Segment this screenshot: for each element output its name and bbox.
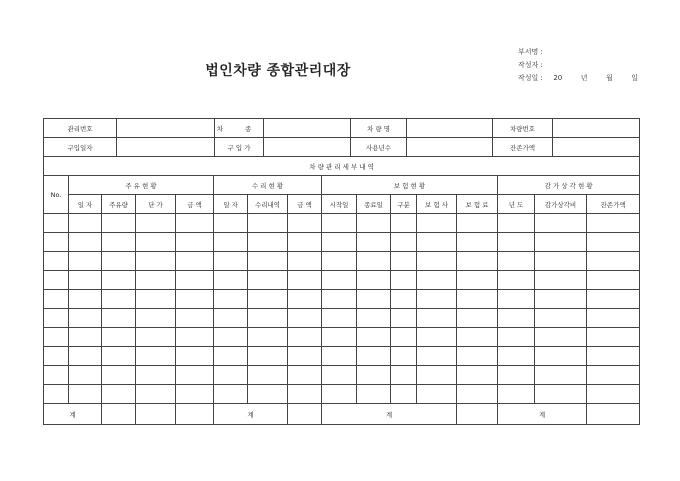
table-cell[interactable] (587, 309, 640, 328)
table-cell[interactable] (102, 347, 136, 366)
table-cell[interactable] (322, 328, 357, 347)
table-cell[interactable] (322, 252, 357, 271)
management-detail-table (43, 156, 640, 425)
table-cell[interactable] (102, 214, 136, 233)
table-cell[interactable] (417, 290, 457, 309)
table-cell[interactable] (357, 271, 391, 290)
depreciation-group-header: 감 가 상 각 현 황 (498, 176, 640, 195)
col-end-date: 종료일 (357, 195, 391, 214)
table-cell[interactable] (322, 366, 357, 385)
table-cell[interactable] (176, 328, 214, 347)
table-cell[interactable] (498, 347, 535, 366)
col-repair-detail: 수리내역 (248, 195, 288, 214)
table-cell[interactable] (69, 347, 102, 366)
table-cell[interactable] (535, 271, 587, 290)
table-cell[interactable] (417, 309, 457, 328)
table-cell[interactable] (457, 290, 498, 309)
author-row (518, 59, 638, 72)
table-cell[interactable] (391, 271, 417, 290)
table-cell[interactable] (214, 252, 248, 271)
table-cell[interactable] (44, 271, 69, 290)
table-cell[interactable] (288, 347, 322, 366)
table-row (44, 214, 640, 233)
date-year-unit: 년 (580, 74, 588, 82)
table-cell[interactable] (69, 214, 102, 233)
table-row (44, 309, 640, 328)
table-cell[interactable] (44, 328, 69, 347)
table-row (44, 328, 640, 347)
table-cell[interactable] (391, 290, 417, 309)
table-cell[interactable] (391, 252, 417, 271)
table-cell[interactable] (214, 290, 248, 309)
table-cell[interactable] (102, 252, 136, 271)
table-cell[interactable] (44, 347, 69, 366)
table-cell[interactable] (322, 214, 357, 233)
table-cell[interactable] (535, 366, 587, 385)
vehicle-no-label: 차량번호 (493, 119, 553, 138)
table-cell[interactable] (417, 214, 457, 233)
table-cell[interactable] (357, 366, 391, 385)
table-cell[interactable] (587, 385, 640, 404)
table-cell[interactable] (102, 290, 136, 309)
table-cell[interactable] (44, 366, 69, 385)
table-cell[interactable] (357, 214, 391, 233)
table-cell[interactable] (136, 290, 176, 309)
section-title: 차 량 관 리 세 부 내 역 (44, 157, 640, 176)
mgmt-no-label: 관리번호 (44, 119, 117, 138)
fuel-total-amount[interactable] (102, 404, 136, 425)
table-cell[interactable] (391, 385, 417, 404)
table-cell[interactable] (535, 347, 587, 366)
table-cell[interactable] (417, 233, 457, 252)
col-fuel-cost: 금 액 (176, 195, 214, 214)
table-cell[interactable] (214, 233, 248, 252)
table-cell[interactable] (44, 385, 69, 404)
table-cell[interactable] (457, 233, 498, 252)
table-row (44, 290, 640, 309)
table-cell[interactable] (391, 214, 417, 233)
table-cell[interactable] (214, 366, 248, 385)
table-cell[interactable] (248, 366, 288, 385)
table-cell[interactable] (417, 347, 457, 366)
table-cell[interactable] (498, 309, 535, 328)
total-row (44, 404, 640, 425)
table-cell[interactable] (535, 214, 587, 233)
table-cell[interactable] (357, 309, 391, 328)
table-cell[interactable] (535, 233, 587, 252)
table-cell[interactable] (136, 328, 176, 347)
vehicle-name-value[interactable] (407, 119, 493, 138)
date-month-unit: 월 (605, 74, 613, 82)
table-cell[interactable] (457, 271, 498, 290)
info-row-1 (44, 119, 640, 138)
table-cell[interactable] (176, 252, 214, 271)
table-cell[interactable] (417, 366, 457, 385)
insurance-total-premium[interactable] (457, 404, 498, 425)
table-row (44, 271, 640, 290)
table-cell[interactable] (498, 214, 535, 233)
date-row (518, 72, 638, 85)
insurance-group-header: 보 험 현 황 (322, 176, 498, 195)
vehicle-type-value[interactable] (264, 119, 351, 138)
col-start-date: 시작일 (322, 195, 357, 214)
vehicle-type-label: 차 종 (215, 119, 264, 138)
fuel-group-header: 주 유 현 황 (69, 176, 214, 195)
table-cell[interactable] (176, 271, 214, 290)
table-cell[interactable] (214, 309, 248, 328)
table-cell[interactable] (498, 385, 535, 404)
insurance-total-label: 계 (322, 404, 457, 425)
table-cell[interactable] (322, 385, 357, 404)
table-cell[interactable] (69, 328, 102, 347)
table-cell[interactable] (69, 271, 102, 290)
table-cell[interactable] (288, 290, 322, 309)
table-cell[interactable] (417, 252, 457, 271)
table-cell[interactable] (391, 347, 417, 366)
repair-total-cost[interactable] (288, 404, 322, 425)
table-cell[interactable] (417, 385, 457, 404)
depreciation-total-label: 계 (498, 404, 587, 425)
purchase-price-value[interactable] (264, 138, 351, 157)
table-cell[interactable] (322, 347, 357, 366)
table-cell[interactable] (136, 347, 176, 366)
document-meta (518, 46, 638, 85)
table-cell[interactable] (136, 385, 176, 404)
table-cell[interactable] (457, 214, 498, 233)
table-cell[interactable] (102, 366, 136, 385)
table-cell[interactable] (391, 328, 417, 347)
table-cell[interactable] (587, 347, 640, 366)
table-cell[interactable] (176, 385, 214, 404)
col-depreciation-cost: 감가상각비 (535, 195, 587, 214)
column-header-row (44, 195, 640, 214)
table-cell[interactable] (176, 347, 214, 366)
section-title-row (44, 157, 640, 176)
info-row-2 (44, 138, 640, 157)
table-cell[interactable] (457, 309, 498, 328)
table-cell[interactable] (248, 385, 288, 404)
table-cell[interactable] (248, 252, 288, 271)
col-repair-cost: 금 액 (288, 195, 322, 214)
fuel-total-unit[interactable] (136, 404, 176, 425)
depreciation-total-residual[interactable] (587, 404, 640, 425)
col-fuel-amount: 주유량 (102, 195, 136, 214)
data-rows (44, 214, 640, 404)
vehicle-name-label: 차 량 명 (351, 119, 407, 138)
table-cell[interactable] (69, 385, 102, 404)
table-cell[interactable] (322, 233, 357, 252)
table-cell[interactable] (176, 214, 214, 233)
table-cell[interactable] (357, 252, 391, 271)
table-row (44, 347, 640, 366)
table-cell[interactable] (535, 309, 587, 328)
residual-value-value[interactable] (553, 138, 640, 157)
table-cell[interactable] (288, 214, 322, 233)
table-cell[interactable] (457, 385, 498, 404)
table-cell[interactable] (498, 328, 535, 347)
table-cell[interactable] (44, 290, 69, 309)
table-row (44, 233, 640, 252)
mgmt-no-value[interactable] (117, 119, 215, 138)
table-cell[interactable] (288, 271, 322, 290)
table-cell[interactable] (214, 347, 248, 366)
table-cell[interactable] (587, 366, 640, 385)
col-unit-price: 단 가 (136, 195, 176, 214)
table-cell[interactable] (535, 385, 587, 404)
years-used-label: 사용년수 (351, 138, 407, 157)
table-cell[interactable] (288, 309, 322, 328)
table-cell[interactable] (248, 233, 288, 252)
table-cell[interactable] (587, 233, 640, 252)
years-used-value[interactable] (407, 138, 493, 157)
table-cell[interactable] (248, 309, 288, 328)
table-cell[interactable] (288, 252, 322, 271)
table-cell[interactable] (357, 233, 391, 252)
table-cell[interactable] (69, 309, 102, 328)
table-cell[interactable] (69, 366, 102, 385)
author-label: 작성자 : (518, 61, 543, 69)
table-cell[interactable] (498, 252, 535, 271)
table-cell[interactable] (44, 309, 69, 328)
dept-label: 부서명 : (518, 48, 543, 56)
fuel-total-label: 계 (44, 404, 102, 425)
table-cell[interactable] (498, 233, 535, 252)
table-cell[interactable] (587, 252, 640, 271)
table-row (44, 252, 640, 271)
residual-value-label: 잔존가액 (493, 138, 553, 157)
table-cell[interactable] (498, 290, 535, 309)
table-cell[interactable] (322, 290, 357, 309)
table-cell[interactable] (136, 366, 176, 385)
table-cell[interactable] (44, 214, 69, 233)
table-cell[interactable] (102, 385, 136, 404)
col-insurer: 보 험 사 (417, 195, 457, 214)
table-cell[interactable] (417, 271, 457, 290)
repair-total-label: 계 (214, 404, 288, 425)
table-cell[interactable] (322, 271, 357, 290)
table-cell[interactable] (214, 271, 248, 290)
col-fuel-date: 일 자 (69, 195, 102, 214)
table-cell[interactable] (288, 233, 322, 252)
table-cell[interactable] (288, 385, 322, 404)
table-cell[interactable] (535, 328, 587, 347)
col-category: 구분 (391, 195, 417, 214)
table-cell[interactable] (44, 252, 69, 271)
purchase-date-label: 구입일자 (44, 138, 117, 157)
table-cell[interactable] (498, 271, 535, 290)
no-header: No. (44, 176, 69, 214)
vehicle-no-value[interactable] (553, 119, 640, 138)
table-cell[interactable] (288, 328, 322, 347)
vehicle-info-table (43, 118, 640, 157)
table-cell[interactable] (357, 385, 391, 404)
table-cell[interactable] (457, 366, 498, 385)
table-cell[interactable] (391, 366, 417, 385)
table-cell[interactable] (176, 309, 214, 328)
table-cell[interactable] (391, 309, 417, 328)
page-title-text: 법인차량 종합관리대장 (205, 63, 351, 79)
table-cell[interactable] (248, 290, 288, 309)
table-cell[interactable] (214, 385, 248, 404)
table-cell[interactable] (391, 233, 417, 252)
table-cell[interactable] (102, 309, 136, 328)
table-cell[interactable] (322, 309, 357, 328)
table-cell[interactable] (535, 290, 587, 309)
fuel-total-cost[interactable] (176, 404, 214, 425)
table-cell[interactable] (136, 233, 176, 252)
table-cell[interactable] (102, 271, 136, 290)
table-cell[interactable] (214, 214, 248, 233)
purchase-price-label: 구 입 가 (215, 138, 264, 157)
date-label: 작성일 : (518, 74, 543, 82)
dept-row (518, 46, 638, 59)
table-cell[interactable] (136, 309, 176, 328)
group-header-row (44, 176, 640, 195)
table-cell[interactable] (69, 233, 102, 252)
table-row (44, 385, 640, 404)
date-year: 20 (553, 74, 563, 82)
table-cell[interactable] (587, 214, 640, 233)
table-cell[interactable] (535, 252, 587, 271)
table-cell[interactable] (44, 233, 69, 252)
table-cell[interactable] (248, 271, 288, 290)
table-cell[interactable] (176, 366, 214, 385)
table-cell[interactable] (357, 347, 391, 366)
table-cell[interactable] (248, 347, 288, 366)
table-cell[interactable] (136, 271, 176, 290)
table-cell[interactable] (136, 214, 176, 233)
table-cell[interactable] (457, 252, 498, 271)
table-cell[interactable] (417, 328, 457, 347)
table-cell[interactable] (248, 328, 288, 347)
table-cell[interactable] (357, 290, 391, 309)
table-cell[interactable] (357, 328, 391, 347)
table-cell[interactable] (288, 366, 322, 385)
table-cell[interactable] (102, 328, 136, 347)
table-cell[interactable] (457, 328, 498, 347)
table-cell[interactable] (102, 233, 136, 252)
table-cell[interactable] (69, 252, 102, 271)
table-cell[interactable] (176, 290, 214, 309)
repair-group-header: 수 리 현 황 (214, 176, 322, 195)
table-cell[interactable] (69, 290, 102, 309)
table-cell[interactable] (587, 290, 640, 309)
table-cell[interactable] (136, 252, 176, 271)
col-residual-value: 잔존가액 (587, 195, 640, 214)
table-cell[interactable] (214, 328, 248, 347)
table-cell[interactable] (587, 271, 640, 290)
date-day-unit: 일 (631, 74, 638, 82)
purchase-date-value[interactable] (117, 138, 215, 157)
table-cell[interactable] (587, 328, 640, 347)
table-cell[interactable] (457, 347, 498, 366)
table-cell[interactable] (498, 366, 535, 385)
col-premium: 보 험 료 (457, 195, 498, 214)
table-cell[interactable] (248, 214, 288, 233)
table-row (44, 366, 640, 385)
col-repair-date: 일 자 (214, 195, 248, 214)
table-cell[interactable] (176, 233, 214, 252)
col-year: 년 도 (498, 195, 535, 214)
